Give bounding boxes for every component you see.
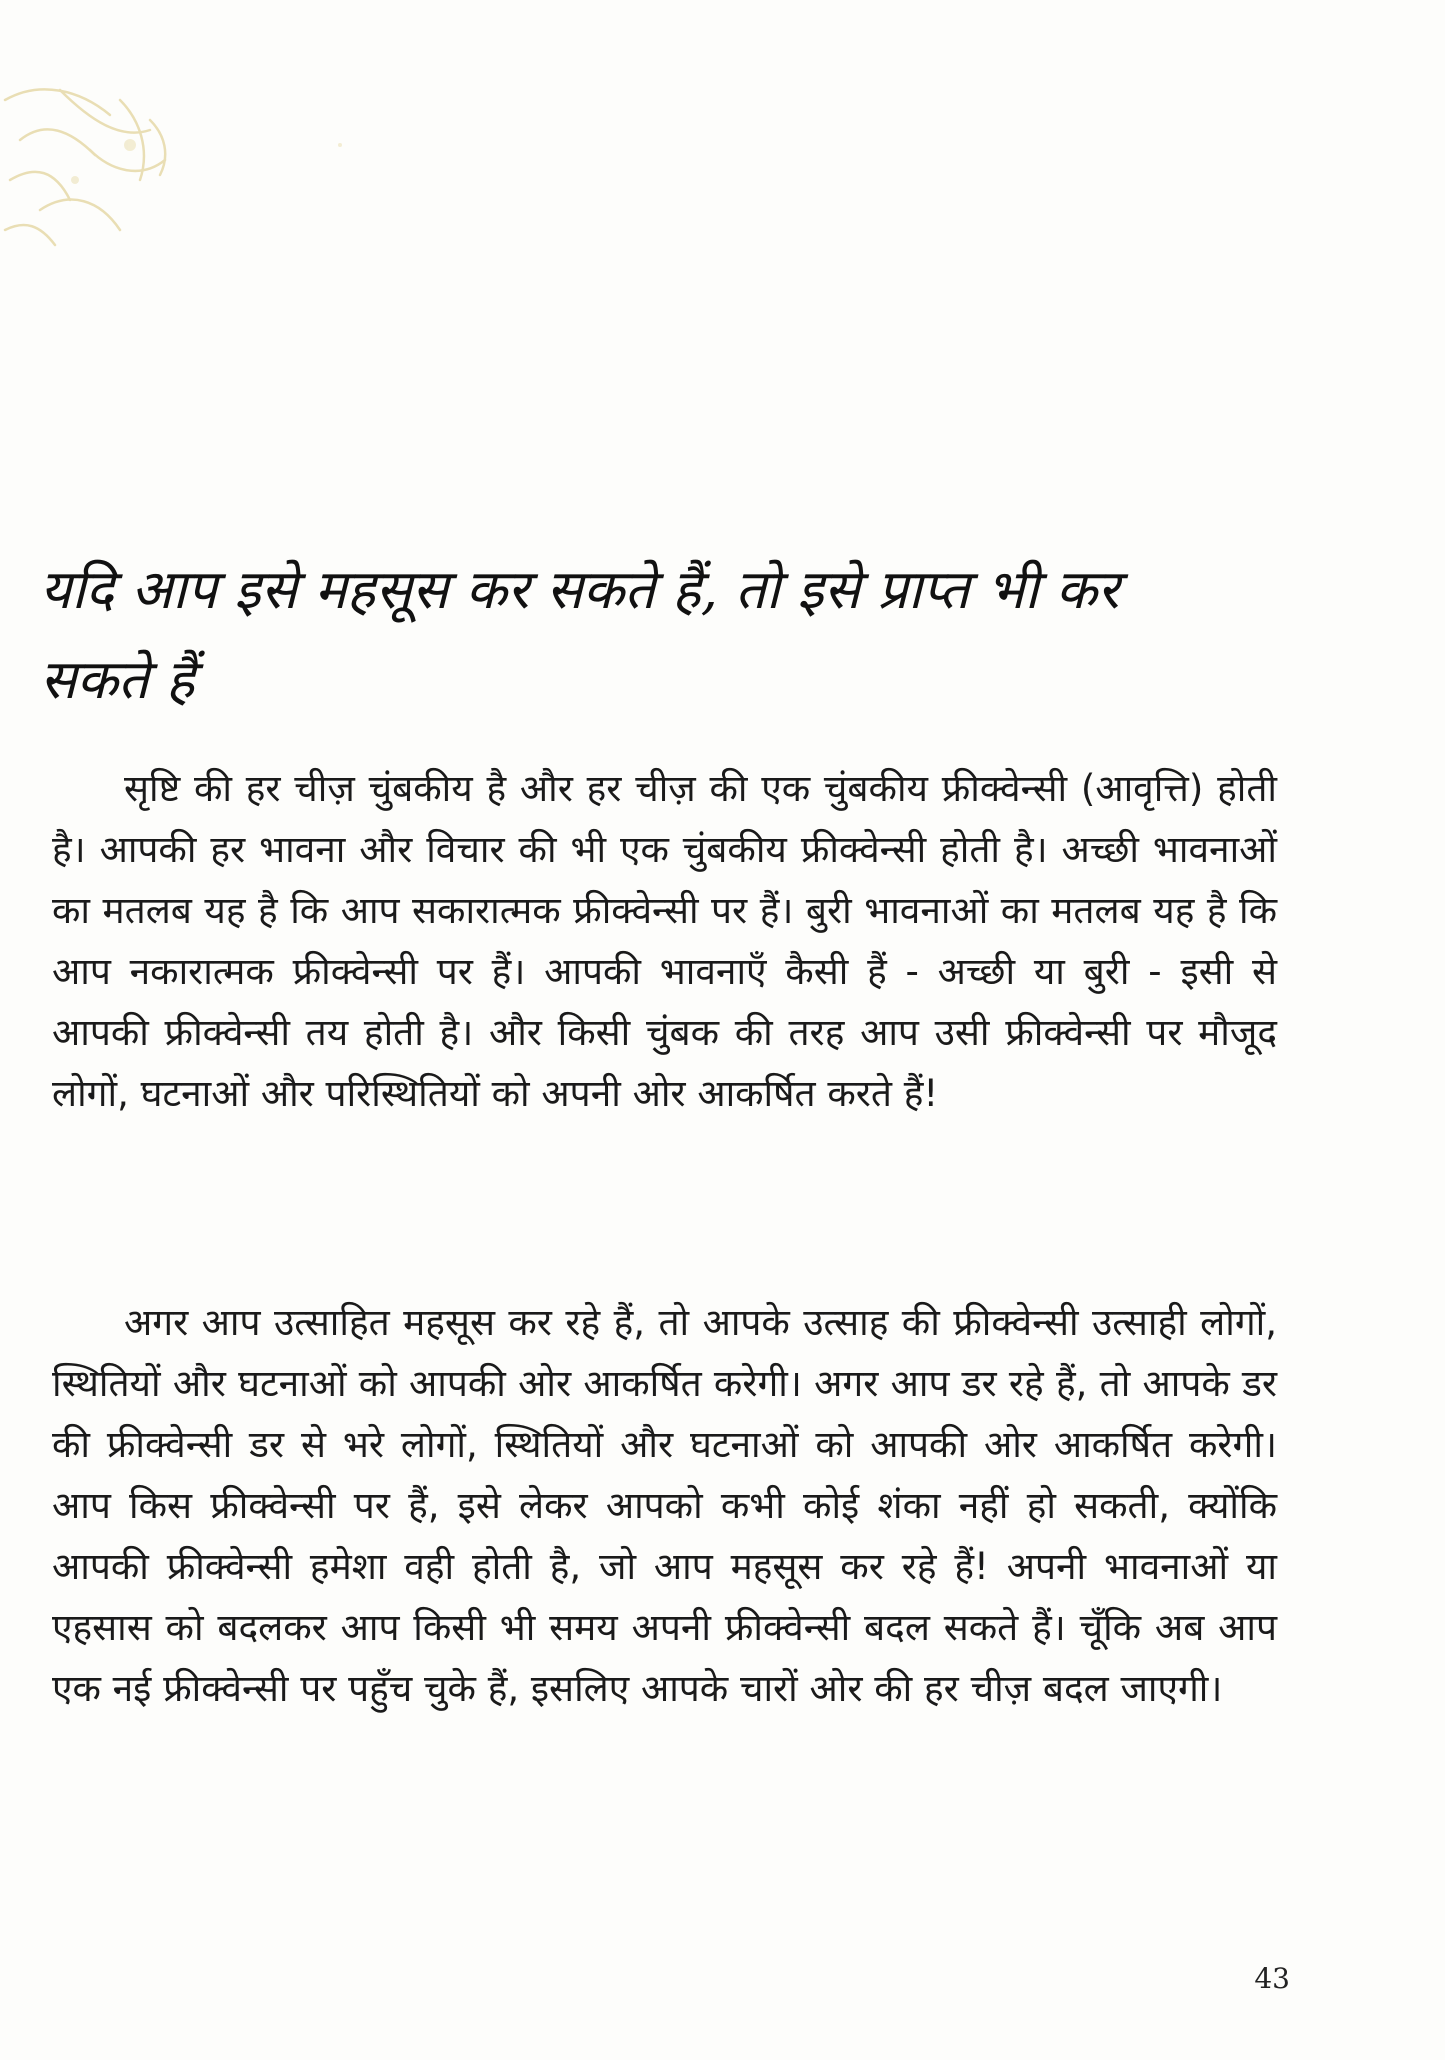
faded-sketch-illustration-icon [0,60,360,260]
page-number: 43 [1254,1962,1290,1995]
paragraph-1: सृष्टि की हर चीज़ चुंबकीय है और हर चीज़ की एक चुंबकीय फ्रीक्वेन्सी (आवृत्ति) होती है। आपकी हर भावना और विचार की भी एक चुंबकीय फ्रीक्वेन्सी होती है। अच्छी भावनाओं का मतलब यह है कि आप सकारात्मक फ्रीक्वेन्सी पर हैं। बुरी भावनाओं का मतलब यह है कि आप नकारात्मक फ्रीक्वेन्सी पर हैं। आपकी भावनाएँ कैसी हैं - अच्छी या बुरी - इसी से आपकी फ्रीक्वेन्सी तय होती है। और किसी चुंबक की तरह आप उसी फ्रीक्वेन्सी पर मौजूद लोगों, घटनाओं और परिस्थितियों को अपनी ओर आकर्षित करते हैं! [52,767,1277,1115]
chapter-heading: यदि आप इसे महसूस कर सकते हैं, तो इसे प्राप्त भी कर सकते हैं [40,558,1120,711]
paragraph-2: अगर आप उत्साहित महसूस कर रहे हैं, तो आपके उत्साह की फ्रीक्वेन्सी उत्साही लोगों, स्थितियों और घटनाओं को आपकी ओर आकर्षित करेगी। अगर आप डर रहे हैं, तो आपके डर की फ्रीक्वेन्सी डर से भरे लोगों, स्थितियों और घटनाओं को आपकी ओर आकर्षित करेगी। आप किस फ्रीक्वेन्सी पर हैं, इसे लेकर आपको कभी कोई शंका नहीं हो सकती, क्योंकि आपकी फ्रीक्वेन्सी हमेशा वही होती है, जो आप महसूस कर रहे हैं! अपनी भावनाओं या एहसास को बदलकर आप किसी भी समय अपनी फ्रीक्वेन्सी बदल सकते हैं। चूँकि अब आप एक नई फ्रीक्वेन्सी पर पहुँच चुके हैं, इसलिए आपके चारों ओर की हर चीज़ बदल जाएगी। [52,1301,1277,1710]
